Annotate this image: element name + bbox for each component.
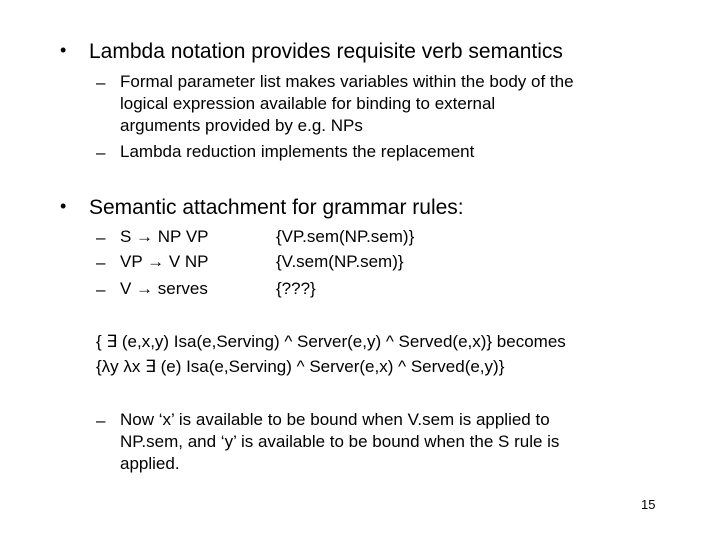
rule-2-attachment: {V.sem(NP.sem)} (276, 252, 404, 271)
page-number: 15 (641, 497, 656, 512)
rule-3-production: V → serves (120, 279, 208, 298)
rule-2-dash: – (96, 253, 106, 272)
rule-3-attachment: {???} (276, 279, 316, 298)
bullet-2-text: Semantic attachment for grammar rules: (89, 196, 464, 219)
note-dash: – (96, 411, 106, 430)
formula-line-2: {λy λx ∃ (e) Isa(e,Serving) ^ Server(e,x) ^ Served(e,y)} (96, 357, 505, 376)
sub-1-line-3: arguments provided by e.g. NPs (120, 116, 363, 135)
sub-1-line-1: Formal parameter list makes variables within the body of the (120, 72, 574, 91)
rule-3-dash: – (96, 280, 106, 299)
rule-1-dash: – (96, 228, 106, 247)
sub-2-dash: – (96, 143, 106, 162)
bullet-1-marker: • (60, 40, 67, 60)
sub-2-line-1: Lambda reduction implements the replacement (120, 142, 475, 161)
note-line-2: NP.sem, and ‘y’ is available to be bound when the S rule is (120, 432, 560, 451)
sub-1-dash: – (96, 73, 106, 92)
note-line-3: applied. (120, 454, 180, 473)
rule-1-production: S → NP VP (120, 227, 209, 246)
bullet-2-marker: • (60, 196, 67, 216)
sub-1-line-2: logical expression available for binding to external (120, 94, 496, 113)
formula-line-1: { ∃ (e,x,y) Isa(e,Serving) ^ Server(e,y) ^ Served(e,x)} becomes (96, 332, 566, 351)
bullet-1-text: Lambda notation provides requisite verb semantics (89, 40, 563, 63)
note-line-1: Now ‘x’ is available to be bound when V.sem is applied to (120, 410, 550, 429)
rule-1-attachment: {VP.sem(NP.sem)} (276, 227, 415, 246)
rule-2-production: VP → V NP (120, 252, 209, 271)
